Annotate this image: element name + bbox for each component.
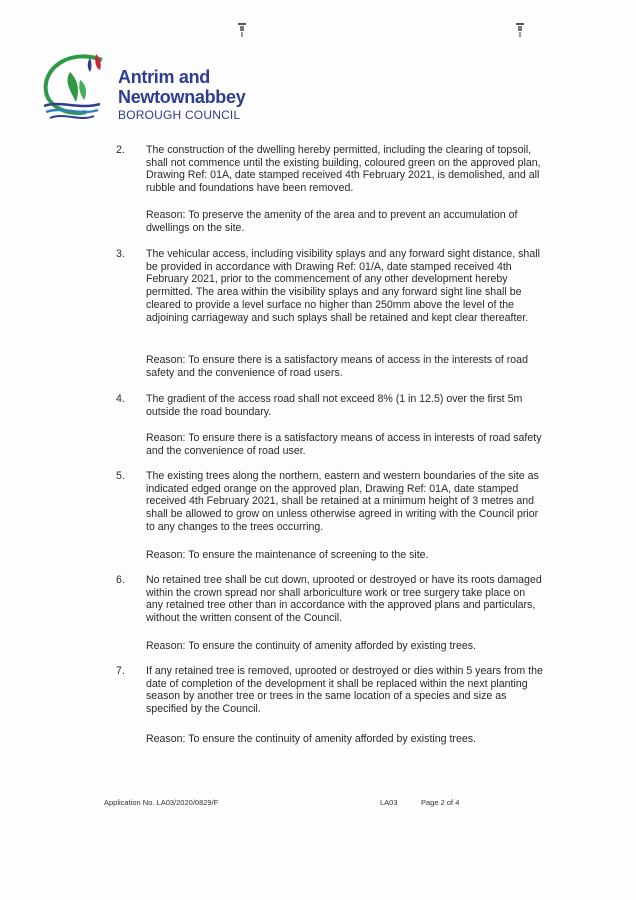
condition-reason: Reason: To ensure the continuity of amenity afforded by existing trees. [146,640,476,652]
condition-number: 6. [116,574,125,586]
condition-text: The vehicular access, including visibility splays and any forward sight distance, shall be provided in accordance with Drawing Ref: 01/A, date stamped received 4th February 2021, prior to the commencement of any other development hereby permitted. The area within the visibility splays and any forward sight line shall be cleared to provide a level surface no higher than 250mm above the level of the adjoining carriageway and such splays shall be retained and kept clear thereafter. [146,248,540,324]
scan-mark-icon [237,22,247,38]
condition-reason: Reason: To ensure there is a satisfactory means of access in the interests of road safety and the convenience of road users. [146,354,528,379]
condition-text: The gradient of the access road shall not exceed 8% (1 in 12.5) over the first 5m outside the road boundary. [146,393,523,418]
footer-code: LA03 [380,798,398,807]
condition-reason: Reason: To preserve the amenity of the area and to prevent an accumulation of dwellings on the site. [146,209,518,234]
condition-number: 4. [116,393,125,405]
condition-number: 2. [116,144,125,156]
condition-reason: Reason: To ensure there is a satisfactory means of access in interests of road safety and the convenience of road user. [146,432,542,457]
scan-mark-icon [515,22,525,38]
condition-number: 3. [116,248,125,260]
logo-title-line1: Antrim and [118,67,211,87]
logo-title-line2: Newtownabbey [118,87,246,107]
logo-subtitle: BOROUGH COUNCIL [118,108,241,122]
council-logo [40,50,280,130]
footer-application-number: Application No. LA03/2020/0829/F [104,798,219,807]
condition-number: 5. [116,470,125,482]
condition-text: No retained tree shall be cut down, uprooted or destroyed or have its roots damaged within the crown spread nor shall arboriculture work or tree surgery take place on any retained tree other than in accordance with the approved plans and particulars, without the written consent of the Council. [146,574,542,625]
condition-number: 7. [116,665,125,677]
council-emblem-icon [40,50,116,126]
footer-page-number: Page 2 of 4 [421,798,460,807]
condition-text: If any retained tree is removed, uprooted or destroyed or dies within 5 years from the date of completion of the development it shall be replaced within the next planting season by another tree or trees in the same location of a species and size as specified by the Council. [146,665,543,716]
condition-reason: Reason: To ensure the continuity of amenity afforded by existing trees. [146,733,476,745]
condition-text: The construction of the dwelling hereby permitted, including the clearing of topsoil, shall not commence until the existing building, coloured green on the approved plan, Drawing Ref: 01A, date stamped received 4th February 2021, is demolished, and all rubble and foundations have been removed. [146,144,541,195]
condition-text: The existing trees along the northern, eastern and western boundaries of the site as indicated edged orange on the approved plan, Drawing Ref: 01A, date stamped received 4th February 2021, shall be retained at a minimum height of 3 metres and shall be allowed to grow on unless otherwise agreed in writing with the Council prior to any changes to the trees occurring. [146,470,539,533]
condition-reason: Reason: To ensure the maintenance of screening to the site. [146,549,429,561]
